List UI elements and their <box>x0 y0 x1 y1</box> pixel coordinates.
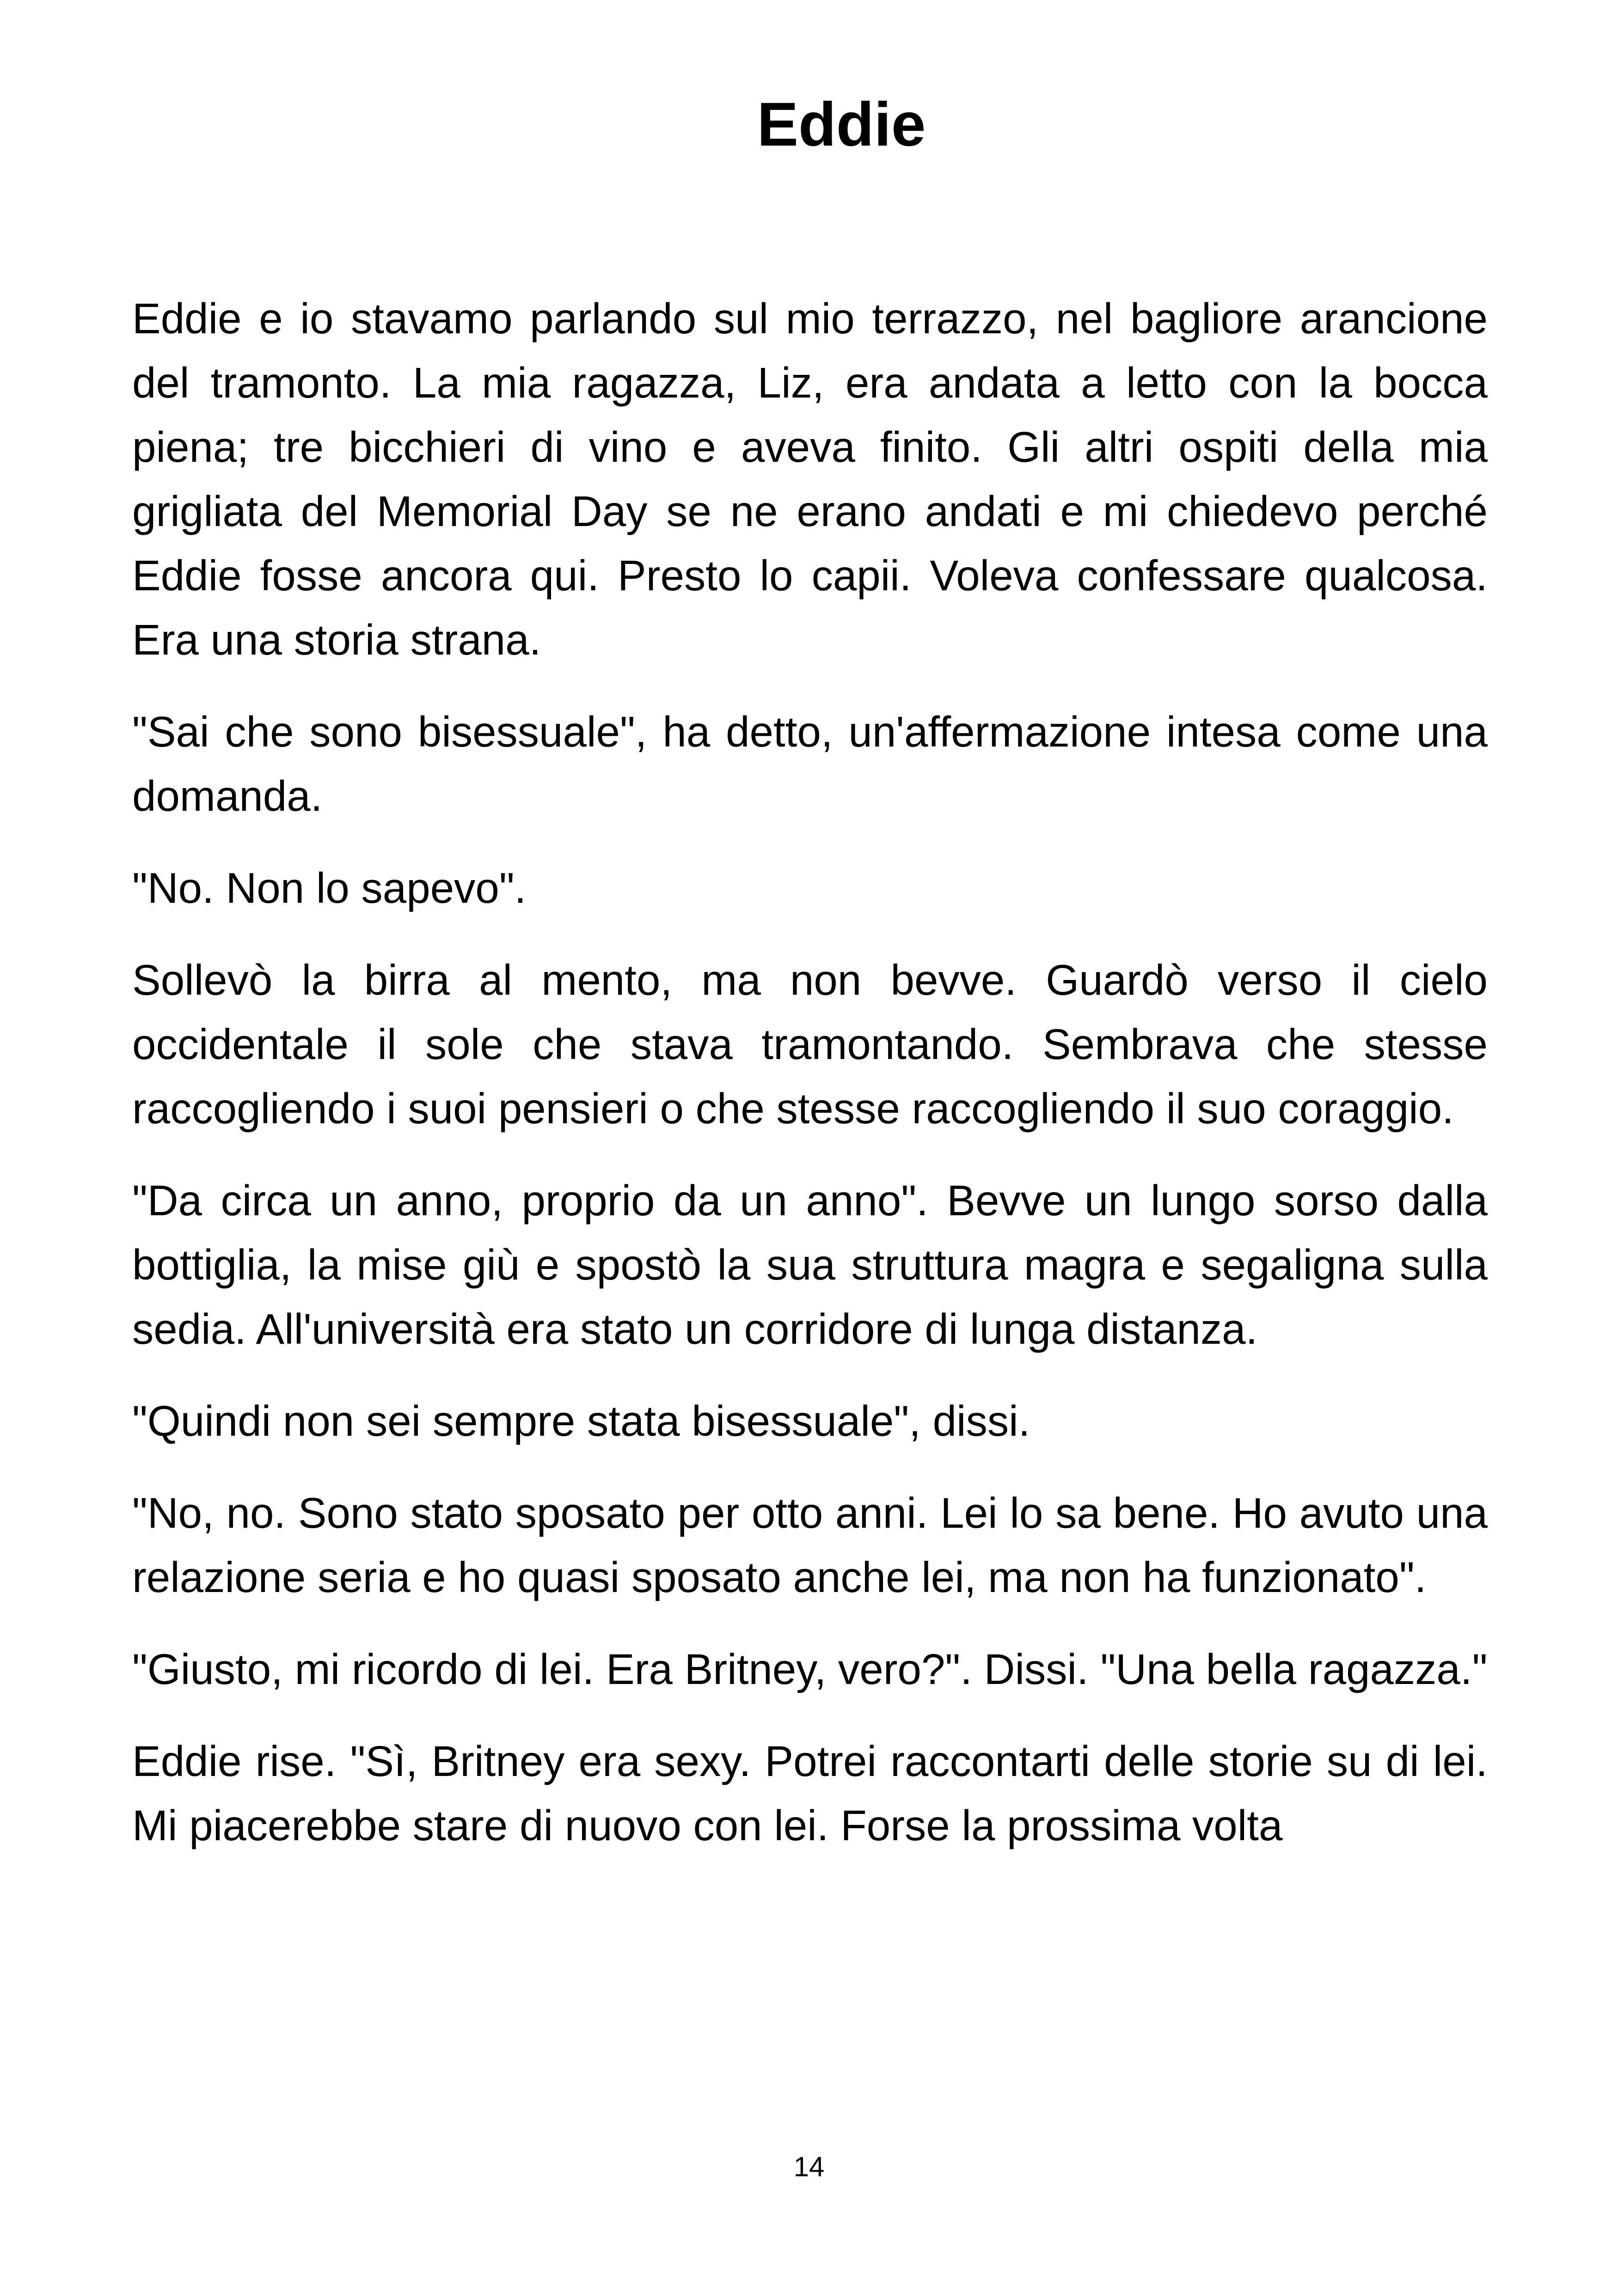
page-number: 14 <box>793 2151 825 2182</box>
paragraph: "Da circa un anno, proprio da un anno". Bevve un lungo sorso dalla bottiglia, la mise giù e spostò la sua struttura magra e segaligna sulla sedia. All'università era stato un corridore di lunga distanza. <box>132 1176 1488 1353</box>
body-text <box>132 287 1488 1886</box>
paragraph: "Quindi non sei sempre stata bisessuale", dissi. <box>132 1397 1030 1445</box>
chapter-title: Eddie <box>757 90 926 159</box>
paragraph: Eddie e io stavamo parlando sul mio terrazzo, nel bagliore arancione del tramonto. La mia ragazza, Liz, era andata a letto con la bocca piena; tre bicchieri di vino e aveva finito. Gli altri ospiti della mia grigliata del Memorial Day se ne erano andati e mi chiedevo perché Eddie fosse ancora qui. Presto lo capii. Voleva confessare qualcosa. Era una storia strana. <box>132 294 1488 664</box>
paragraph: Eddie rise. "Sì, Britney era sexy. Potrei raccontarti delle storie su di lei. Mi piacerebbe stare di nuovo con lei. Forse la prossima volta <box>132 1737 1488 1849</box>
paragraph: "Sai che sono bisessuale", ha detto, un'affermazione intesa come una domanda. <box>132 708 1488 820</box>
paragraph: "Giusto, mi ricordo di lei. Era Britney, vero?". Dissi. "Una bella ragazza." <box>132 1645 1488 1693</box>
paragraph: Sollevò la birra al mento, ma non bevve. Guardò verso il cielo occidentale il sole che stava tramontando. Sembrava che stesse raccogliendo i suoi pensieri o che stesse raccogliendo il suo coraggio. <box>132 956 1488 1133</box>
paragraph: "No, no. Sono stato sposato per otto anni. Lei lo sa bene. Ho avuto una relazione seria e ho quasi sposato anche lei, ma non ha funzionato". <box>132 1489 1488 1601</box>
paragraph: "No. Non lo sapevo". <box>132 864 527 912</box>
